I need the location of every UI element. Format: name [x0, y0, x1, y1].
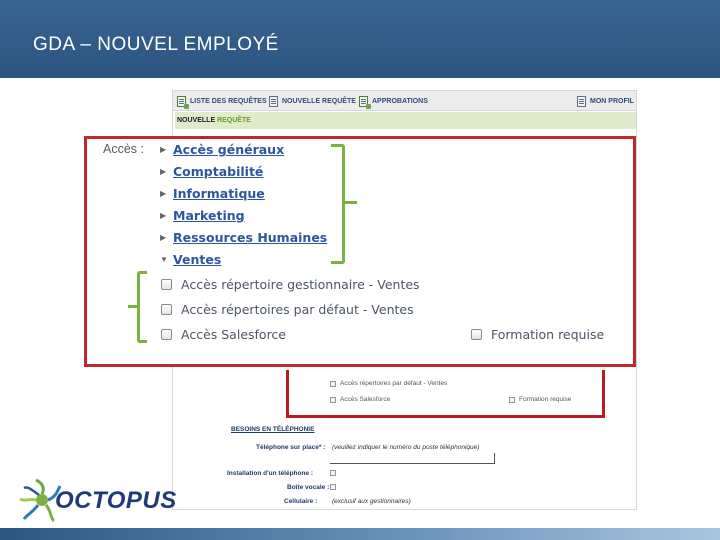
category-link[interactable]: Informatique: [173, 186, 265, 201]
install-label: Installation d'un téléphone :: [227, 470, 314, 477]
category-link[interactable]: Accès généraux: [173, 142, 285, 157]
chevron-down-icon: ▼: [160, 255, 168, 264]
toolbar-approvals[interactable]: [359, 94, 428, 108]
categories-bracket-tick: [344, 201, 357, 204]
toolbar-label: MON PROFIL: [590, 97, 634, 105]
bg-formation-row[interactable]: [509, 396, 571, 403]
toolbar-label: APPROBATIONS: [372, 97, 428, 105]
option-repertoires-defaut[interactable]: [161, 302, 414, 317]
acces-label: Accès :: [103, 142, 144, 156]
category-link[interactable]: Ressources Humaines: [173, 230, 328, 245]
document-icon: [177, 96, 186, 107]
bg-option-label: Accès répertoires par défaut - Ventes: [340, 380, 448, 387]
category-comptabilite[interactable]: [160, 164, 263, 179]
approval-icon: [359, 96, 368, 107]
option-salesforce[interactable]: [161, 327, 286, 342]
bg-option-label: Accès Salesforce: [340, 396, 391, 403]
breadcrumb-part: NOUVELLE: [177, 117, 216, 124]
chevron-right-icon: ▶: [160, 167, 167, 176]
tel-label: Téléphone sur place* :: [256, 444, 326, 451]
profile-icon: [577, 96, 586, 107]
category-informatique[interactable]: [160, 186, 265, 201]
checkbox[interactable]: [330, 470, 336, 476]
cell-label: Cellulaire :: [284, 498, 318, 505]
voicemail-checkbox[interactable]: [330, 484, 340, 490]
bg-option-row[interactable]: [330, 396, 390, 403]
category-acces-generaux[interactable]: [160, 142, 284, 157]
option-label: Accès répertoires par défaut - Ventes: [181, 302, 414, 317]
category-ventes[interactable]: [160, 252, 221, 267]
logo-wordmark: OCTOPUS: [55, 487, 177, 514]
checkbox[interactable]: [330, 484, 336, 490]
section-title: BESOINS EN TÉLÉPHONIE: [231, 426, 315, 433]
category-link[interactable]: Ventes: [173, 252, 222, 267]
breadcrumb: [175, 112, 636, 129]
cell-hint: (exclusif aux gestionnaires): [332, 498, 411, 505]
checkbox[interactable]: [161, 304, 172, 315]
option-label: Formation requise: [491, 327, 605, 342]
chevron-right-icon: ▶: [160, 189, 167, 198]
option-formation-requise[interactable]: [471, 327, 604, 342]
bg-option-label: Formation requise: [519, 396, 572, 403]
bg-option-row[interactable]: [330, 380, 447, 387]
checkbox[interactable]: [161, 279, 172, 290]
toolbar-new-request[interactable]: [269, 94, 356, 108]
checkbox[interactable]: [330, 397, 336, 403]
app-toolbar: [173, 91, 636, 111]
categories-bracket: [331, 144, 345, 264]
checkbox[interactable]: [161, 329, 172, 340]
slide-header: [0, 0, 720, 78]
chevron-right-icon: ▶: [160, 211, 167, 220]
install-checkbox[interactable]: [330, 470, 340, 476]
toolbar-my-profile[interactable]: [577, 94, 634, 108]
breadcrumb-part: REQUÊTE: [217, 117, 251, 124]
category-link[interactable]: Marketing: [173, 208, 245, 223]
slide-footer: [0, 528, 720, 540]
background-highlight-frame: [286, 370, 605, 418]
chevron-right-icon: ▶: [160, 145, 167, 154]
checkbox[interactable]: [509, 397, 515, 403]
slide-title: GDA – NOUVEL EMPLOYÉ: [33, 34, 279, 55]
options-bracket-tick: [128, 305, 139, 308]
toolbar-label: LISTE DES REQUÊTES: [190, 97, 267, 105]
category-ressources-humaines[interactable]: [160, 230, 327, 245]
option-label: Accès répertoire gestionnaire - Ventes: [181, 277, 420, 292]
checkbox[interactable]: [471, 329, 482, 340]
tel-input[interactable]: [330, 453, 495, 464]
option-label: Accès Salesforce: [181, 327, 286, 342]
chevron-right-icon: ▶: [160, 233, 167, 242]
option-repertoire-gestionnaire[interactable]: [161, 277, 420, 292]
new-document-icon: [269, 96, 278, 107]
toolbar-list-requests[interactable]: [177, 94, 267, 108]
category-marketing[interactable]: [160, 208, 245, 223]
checkbox[interactable]: [330, 381, 336, 387]
voicemail-label: Boîte vocale :: [287, 484, 330, 491]
toolbar-label: NOUVELLE REQUÊTE: [282, 97, 356, 105]
category-link[interactable]: Comptabilité: [173, 164, 264, 179]
tel-hint: (veuillez indiquer le numéro du poste téléphonique): [332, 444, 480, 451]
